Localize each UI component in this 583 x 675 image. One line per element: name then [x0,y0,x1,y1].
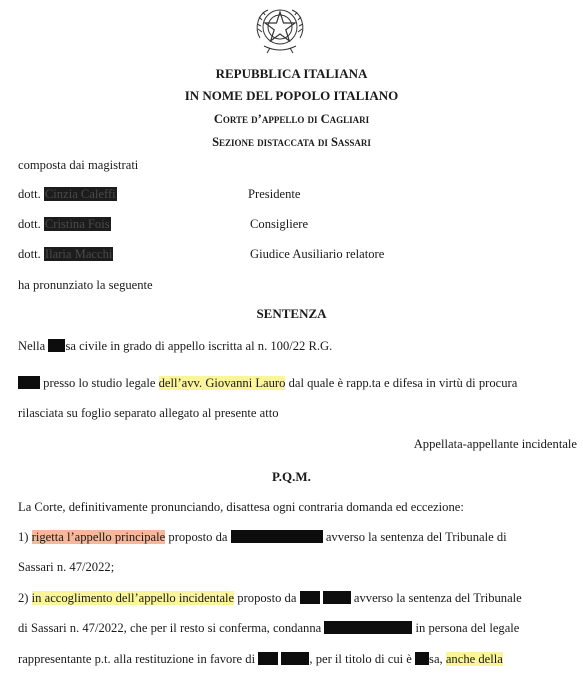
party-line-1 [18,375,517,391]
item-number: 2) [18,591,29,605]
item-2-highlight-tail: anche della [445,652,503,666]
item-text: proposto da [237,591,297,605]
item-number: 1) [18,530,29,544]
redaction-block [18,376,40,389]
party-role: Appellata-appellante incidentale [413,437,577,451]
member-title: dott. [18,187,41,201]
item-text: , per il titolo di cui è [309,652,412,666]
member-name-redacted: Cristina Fois [44,217,110,231]
party-line-2: rilasciata su foglio separato allegato al presente atto [18,406,279,420]
item-text: rappresentante p.t. alla restituzione in favore di [18,652,256,666]
panel-member-3 [18,246,113,262]
redaction-block [323,591,351,604]
pqm-item-2-line-2 [18,620,519,636]
header-section: Sezione distaccata di Sassari [212,135,371,149]
pqm-intro: La Corte, definitivamente pronunciando, disattesa ogni contraria domanda ed eccezione: [18,500,464,514]
item-text: di Sassari n. 47/2022, che per il resto si conferma, condanna [18,621,322,635]
item-text: avverso la sentenza del Tribunale di [325,530,507,544]
pqm-item-1-line-2: Sassari n. 47/2022; [18,560,115,574]
item-text: sa, [429,652,443,666]
case-text-post: sa civile in grado di appello iscritta al n. 100/22 R.G. [65,339,333,353]
panel-intro: composta dai magistrati [18,158,139,172]
panel-member-2 [18,216,111,232]
header-court: Corte d’appello di Cagliari [213,112,370,126]
redaction-block [231,530,323,543]
redaction-block [281,652,309,665]
member-name-redacted: Cinzia Caleffi [44,187,116,201]
member-role: Presidente [248,187,301,201]
member-name-redacted: Ilaria Macchi [44,247,113,261]
redaction-block [48,339,65,352]
pqm-item-2-line-3 [18,651,503,667]
lawyer-highlight: dell’avv. Giovanni Lauro [158,376,286,390]
member-title: dott. [18,247,41,261]
panel-member-1 [18,186,117,202]
pqm-item-1-line-1 [18,529,507,545]
emblem-icon [250,2,310,58]
item-2-highlight: in accoglimento dell’appello incidentale [31,591,235,605]
item-text: in persona del legale [415,621,520,635]
member-title: dott. [18,217,41,231]
redaction-block [300,591,320,604]
header-republic: REPUBBLICA ITALIANA [215,66,368,81]
member-role: Consigliere [250,217,309,231]
case-text-pre: Nella [18,339,46,353]
redaction-block [324,621,412,634]
panel-outro: ha pronunziato la seguente [18,278,153,292]
pqm-title: P.Q.M. [272,469,311,484]
header-people: IN NOME DEL POPOLO ITALIANO [184,88,399,103]
item-text: avverso la sentenza del Tribunale [353,591,522,605]
redaction-block [258,652,278,665]
item-text: proposto da [168,530,228,544]
party-text: presso lo studio legale [43,376,156,390]
redaction-block [415,652,429,665]
case-line [18,338,332,354]
member-role: Giudice Ausiliario relatore [250,247,385,261]
pqm-item-2-line-1 [18,590,522,606]
sentenza-title: SENTENZA [256,306,327,321]
party-text: dal quale è rapp.ta e difesa in virtù di procura [288,376,518,390]
item-1-highlight: rigetta l’appello principale [31,530,166,544]
